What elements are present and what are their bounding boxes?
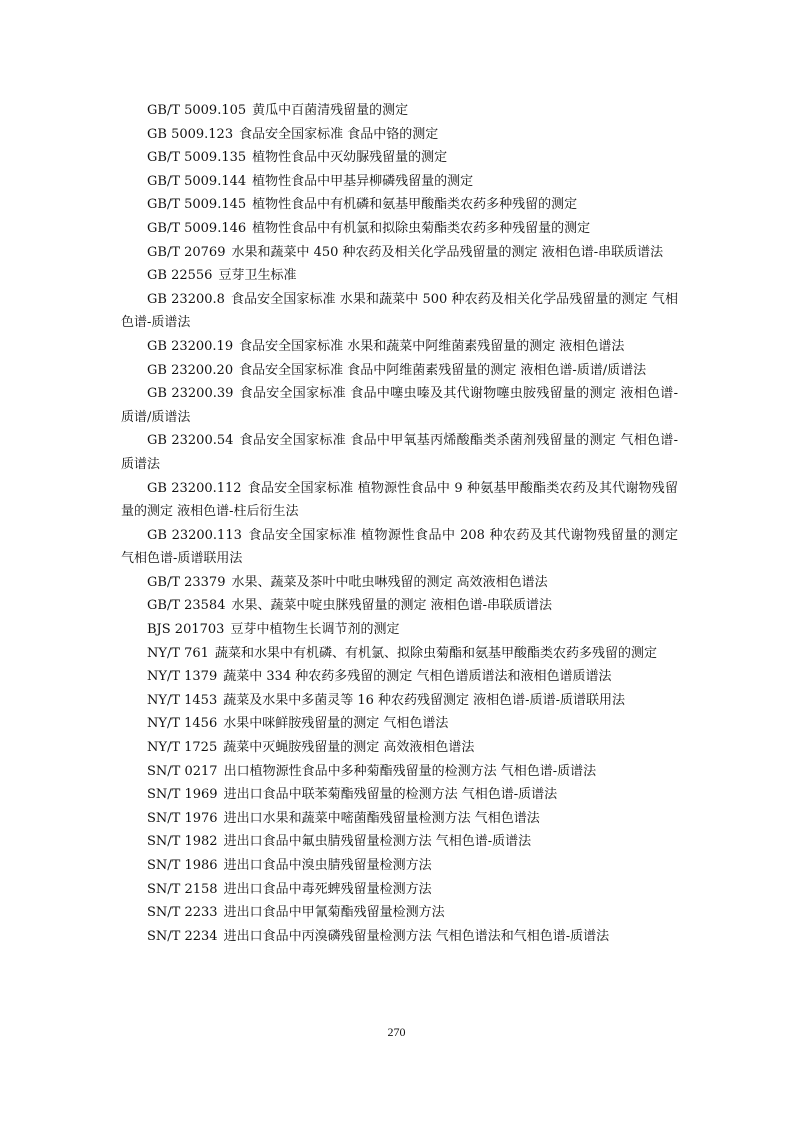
- standard-title: 水果、蔬菜及茶叶中吡虫啉残留的测定 高效液相色谱法: [231, 574, 548, 590]
- standard-code: SN/T 1976: [147, 810, 218, 826]
- standard-title: 食品安全国家标准 水果和蔬菜中阿维菌素残留量的测定 液相色谱法: [239, 338, 625, 354]
- standard-code: GB 23200.8: [147, 291, 225, 307]
- standard-entry: [121, 760, 678, 784]
- standard-title: 植物性食品中灭幼脲残留量的测定: [252, 150, 448, 166]
- standard-code: BJS 201703: [147, 622, 225, 638]
- standard-title: 蔬菜中灭蝇胺残留量的测定 高效液相色谱法: [223, 740, 475, 756]
- standard-code: GB 23200.39: [147, 386, 234, 402]
- standard-entry: [121, 783, 678, 807]
- standard-title: 进出口食品中丙溴磷残留量检测方法 气相色谱法和气相色谱-质谱法: [223, 928, 610, 944]
- standard-entry: [121, 477, 678, 524]
- standard-code: NY/T 1379: [147, 669, 218, 685]
- standard-title: 进出口水果和蔬菜中嘧菌酯残留量检测方法 气相色谱法: [223, 810, 540, 826]
- standard-entry: [121, 524, 678, 571]
- standard-entry: [121, 429, 678, 476]
- standard-entry: [121, 807, 678, 831]
- standard-title: 蔬菜及水果中多菌灵等 16 种农药残留测定 液相色谱-质谱-质谱联用法: [223, 692, 625, 708]
- standard-title: 进出口食品中溴虫腈残留量检测方法: [223, 858, 432, 873]
- standard-code: SN/T 1982: [147, 834, 218, 850]
- standard-title: 水果中咪鲜胺残留量的测定 气相色谱法: [223, 716, 449, 732]
- standards-list: [121, 99, 678, 948]
- standard-title: 进出口食品中甲氰菊酯残留量检测方法: [223, 905, 445, 921]
- standard-title: 食品安全国家标准 植物源性食品中 208 种农药及其代谢物残留量的测定 气相色谱-质谱联用法: [121, 527, 678, 567]
- standard-entry: [121, 830, 678, 854]
- standard-title: 植物性食品中有机磷和氨基甲酸酯类农药多种残留的测定: [252, 197, 578, 213]
- standard-entry: [121, 878, 678, 902]
- standard-title: 蔬菜中 334 种农药多残留的测定 气相色谱质谱法和液相色谱质谱法: [223, 669, 612, 685]
- standard-code: SN/T 2158: [147, 881, 218, 897]
- standard-title: 黄瓜中百菌清残留量的测定: [252, 103, 409, 118]
- standard-title: 进出口食品中联苯菊酯残留量的检测方法 气相色谱-质谱法: [223, 787, 558, 803]
- standard-code: GB 23200.20: [147, 362, 234, 378]
- standard-title: 豆芽中植物生长调节剂的测定: [230, 622, 400, 638]
- standard-code: GB/T 5009.135: [147, 150, 247, 166]
- standard-title: 植物性食品中甲基异柳磷残留量的测定: [252, 173, 474, 189]
- standard-code: GB 23200.112: [147, 480, 242, 496]
- standard-entry: [121, 170, 678, 194]
- standard-entry: [121, 264, 678, 288]
- standard-title: 食品安全国家标准 植物源性食品中 9 种氨基甲酸酯类农药及其代谢物残留量的测定 液相色谱-柱后衍生法: [121, 480, 679, 520]
- standard-code: SN/T 0217: [147, 763, 218, 779]
- standard-code: GB/T 5009.146: [147, 220, 247, 236]
- standard-title: 豆芽卫生标准: [218, 268, 297, 284]
- standard-entry: [121, 335, 678, 359]
- standard-code: GB 22556: [147, 268, 213, 284]
- standard-title: 食品安全国家标准 食品中甲氧基丙烯酸酯类杀菌剂残留量的测定 气相色谱-质谱法: [121, 433, 678, 472]
- standard-title: 植物性食品中有机氯和拟除虫菊酯类农药多种残留量的测定: [252, 220, 591, 236]
- standard-entry: [121, 736, 678, 760]
- standard-entry: [121, 193, 678, 217]
- standard-code: GB/T 5009.144: [147, 173, 247, 189]
- standard-title: 出口植物源性食品中多种菊酯残留量的检测方法 气相色谱-质谱法: [223, 763, 597, 779]
- standard-code: GB 23200.19: [147, 338, 234, 354]
- standard-entry: [121, 925, 678, 949]
- standard-entry: [121, 382, 678, 429]
- standard-title: 食品安全国家标准 水果和蔬菜中 500 种农药及相关化学品残留量的测定 气相色谱-质谱法: [121, 291, 678, 331]
- standard-entry: [121, 712, 678, 736]
- standard-entry: [121, 99, 678, 123]
- standard-code: SN/T 1986: [147, 858, 218, 873]
- standard-code: GB/T 5009.105: [147, 103, 247, 118]
- standard-entry: [121, 123, 678, 147]
- standard-entry: [121, 241, 678, 265]
- standard-title: 食品安全国家标准 食品中阿维菌素残留量的测定 液相色谱-质谱/质谱法: [239, 362, 647, 378]
- standard-code: GB/T 23379: [147, 574, 226, 590]
- standard-entry: [121, 359, 678, 383]
- standard-title: 水果和蔬菜中 450 种农药及相关化学品残留量的测定 液相色谱-串联质谱法: [231, 244, 664, 260]
- standard-code: GB/T 23584: [147, 598, 226, 614]
- standard-entry: [121, 642, 678, 666]
- standard-entry: [121, 618, 678, 642]
- standard-title: 进出口食品中毒死蜱残留量检测方法: [223, 881, 432, 897]
- standard-code: GB/T 5009.145: [147, 197, 247, 213]
- standard-code: GB 23200.113: [147, 527, 242, 543]
- standard-entry: [121, 217, 678, 241]
- standard-entry: [121, 689, 678, 713]
- standard-entry: [121, 665, 678, 689]
- standard-title: 蔬菜和水果中有机磷、有机氯、拟除虫菊酯和氨基甲酸酯类农药多残留的测定: [214, 645, 657, 661]
- standard-code: SN/T 2233: [147, 905, 218, 921]
- standard-code: NY/T 1453: [147, 692, 218, 708]
- standard-title: 食品安全国家标准 食品中铬的测定: [239, 126, 439, 142]
- standard-code: NY/T 1725: [147, 740, 218, 756]
- standard-entry: [121, 594, 678, 618]
- standard-entry: [121, 571, 678, 595]
- standard-title: 进出口食品中氟虫腈残留量检测方法 气相色谱-质谱法: [223, 834, 532, 850]
- standard-code: GB 23200.54: [147, 433, 234, 449]
- standard-code: GB/T 20769: [147, 244, 226, 260]
- standard-entry: [121, 146, 678, 170]
- standard-entry: [121, 854, 678, 878]
- standard-title: 食品安全国家标准 食品中噻虫嗪及其代谢物噻虫胺残留量的测定 液相色谱-质谱/质谱法: [121, 386, 678, 425]
- page-number: 270: [387, 1025, 406, 1039]
- standard-code: GB 5009.123: [147, 126, 234, 142]
- standard-code: SN/T 1969: [147, 787, 218, 803]
- standard-code: NY/T 761: [147, 645, 209, 661]
- standard-entry: [121, 288, 678, 335]
- standard-entry: [121, 901, 678, 925]
- standard-title: 水果、蔬菜中啶虫脒残留量的测定 液相色谱-串联质谱法: [231, 598, 553, 614]
- standard-code: SN/T 2234: [147, 928, 218, 944]
- standard-code: NY/T 1456: [147, 716, 218, 732]
